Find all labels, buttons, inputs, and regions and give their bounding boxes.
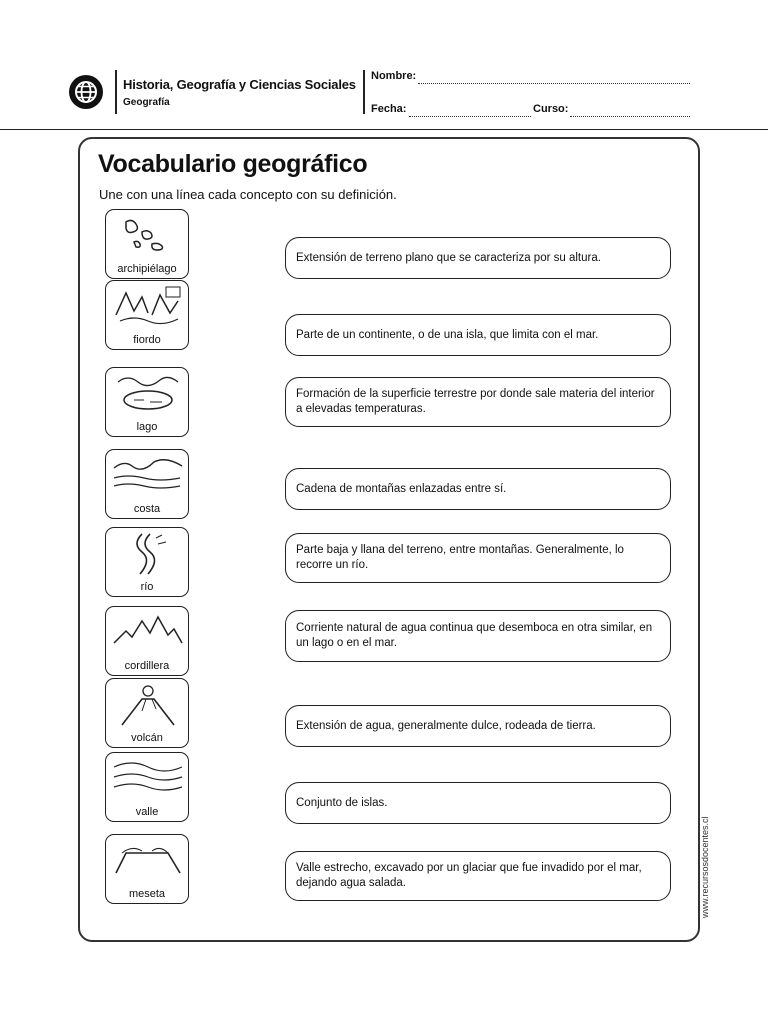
definition-box[interactable]: Formación de la superficie terrestre por donde sale materia del interior a elevadas temperaturas. (285, 377, 671, 427)
definition-box[interactable]: Valle estrecho, excavado por un glaciar que fue invadido por el mar, dejando agua salada. (285, 851, 671, 901)
concept-card-archipielago[interactable] (105, 209, 189, 279)
name-label: Nombre: (371, 70, 417, 82)
concept-card-rio[interactable] (105, 527, 189, 597)
date-label: Fecha: (371, 103, 407, 115)
concept-card-fiordo[interactable] (105, 280, 189, 350)
globe-icon (68, 74, 104, 110)
header-divider (363, 70, 365, 114)
concept-label: río (140, 581, 154, 593)
fjord-icon (112, 285, 184, 329)
definition-box[interactable]: Corriente natural de agua continua que desemboca en otra similar, en un lago o en el mar. (285, 610, 671, 662)
concept-label: cordillera (124, 660, 170, 672)
coast-icon (112, 454, 184, 498)
name-field[interactable] (418, 82, 690, 84)
concept-card-meseta[interactable] (105, 834, 189, 904)
definition-box[interactable]: Extensión de terreno plano que se caracteriza por su altura. (285, 237, 671, 279)
lake-icon (112, 372, 184, 416)
concept-label: meseta (128, 888, 166, 900)
concept-label: fiordo (133, 334, 161, 346)
definition-box[interactable]: Parte baja y llana del terreno, entre montañas. Generalmente, lo recorre un río. (285, 533, 671, 583)
website-credit: www.recursosdocentes.cl (700, 816, 710, 918)
concept-card-valle[interactable] (105, 752, 189, 822)
river-icon (112, 532, 184, 576)
concept-label: valle (135, 806, 159, 818)
plateau-icon (112, 839, 184, 883)
instructions: Une con una línea cada concepto con su definición. (99, 187, 397, 202)
course-field[interactable] (570, 115, 690, 117)
concept-label: archipiélago (117, 263, 177, 275)
concept-label: costa (133, 503, 161, 515)
concept-card-lago[interactable] (105, 367, 189, 437)
header-rule (0, 129, 768, 130)
course-label: Curso: (533, 103, 569, 115)
concept-label: volcán (131, 732, 163, 744)
subject-title: Historia, Geografía y Ciencias Sociales (123, 77, 356, 92)
definition-box[interactable]: Conjunto de islas. (285, 782, 671, 824)
date-field[interactable] (409, 115, 531, 117)
definition-box[interactable]: Parte de un continente, o de una isla, que limita con el mar. (285, 314, 671, 356)
subject-area: Geografía (123, 97, 170, 108)
valley-icon (112, 757, 184, 801)
islands-icon (112, 214, 184, 258)
worksheet-header (0, 0, 768, 130)
concept-label: lago (136, 421, 158, 433)
definition-box[interactable]: Cadena de montañas enlazadas entre sí. (285, 468, 671, 510)
mountain-range-icon (112, 611, 184, 655)
concept-card-volcan[interactable] (105, 678, 189, 748)
header-divider (115, 70, 117, 114)
concept-card-cordillera[interactable] (105, 606, 189, 676)
volcano-icon (112, 683, 184, 727)
page-title: Vocabulario geográfico (98, 150, 368, 178)
definition-box[interactable]: Extensión de agua, generalmente dulce, rodeada de tierra. (285, 705, 671, 747)
concept-card-costa[interactable] (105, 449, 189, 519)
